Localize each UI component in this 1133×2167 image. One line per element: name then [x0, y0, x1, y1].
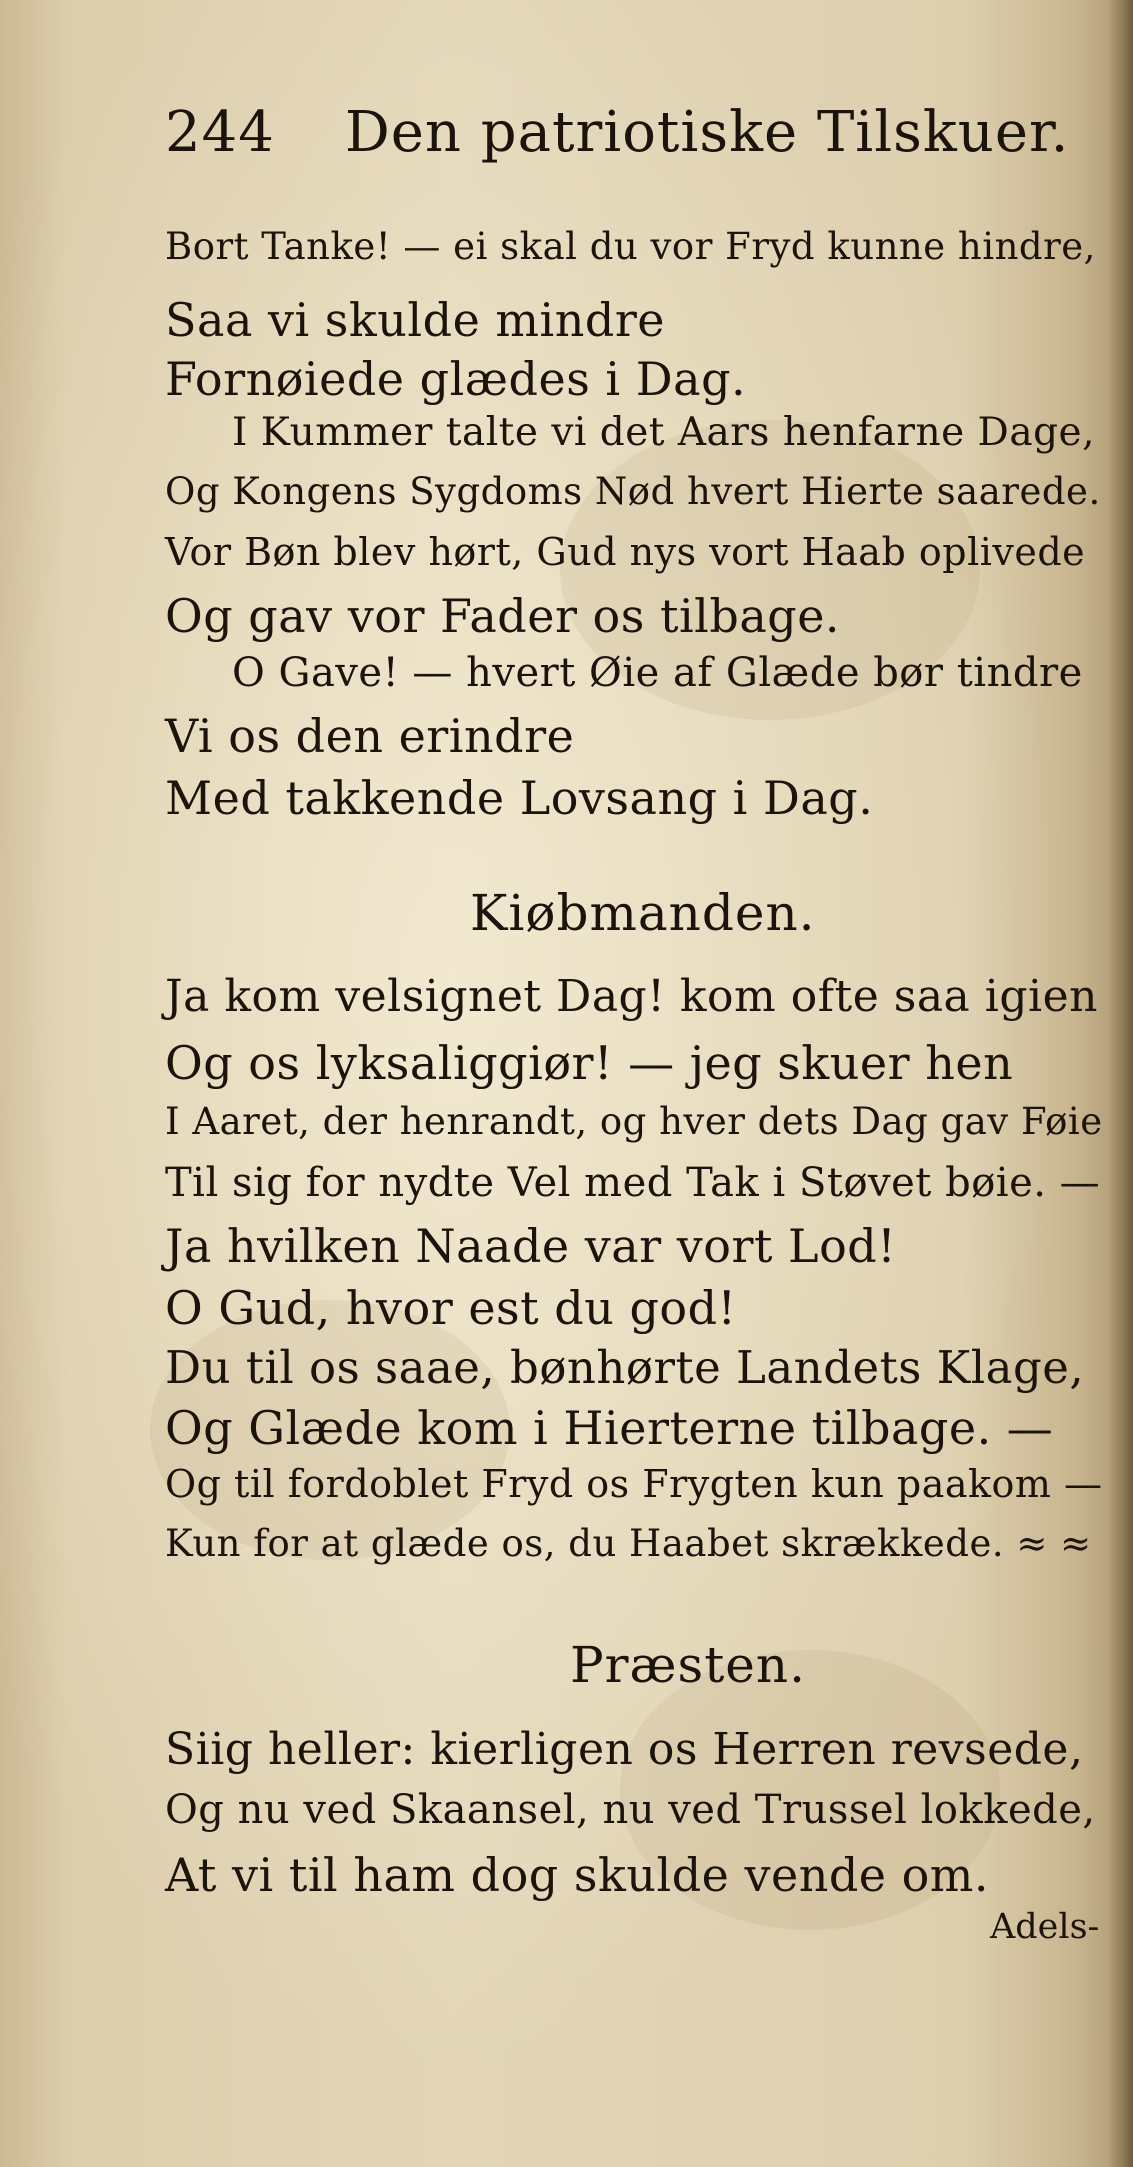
- running-title: Den patriotiske Tilskuer.: [344, 100, 1070, 165]
- verse-line: Og Glæde kom i Hierterne tilbage. —: [165, 1401, 1054, 1455]
- page-gutter-shadow: [1107, 0, 1133, 2167]
- catchword: Adels-: [990, 1907, 1100, 1947]
- verse-line: O Gave! — hvert Øie af Glæde bør tindre: [232, 650, 1083, 696]
- verse-line: Siig heller: kierligen os Herren revsede,: [165, 1724, 1084, 1775]
- verse-line: Med takkende Lovsang i Dag.: [165, 771, 874, 825]
- verse-line: Og nu ved Skaansel, nu ved Trussel lokkede,: [165, 1787, 1096, 1833]
- speaker-heading: Præsten.: [570, 1636, 806, 1694]
- verse-line: Vor Bøn blev hørt, Gud nys vort Haab oplivede: [165, 530, 1086, 574]
- verse-line: Og os lyksaliggiør! — jeg skuer hen: [165, 1036, 1014, 1090]
- verse-line: I Kummer talte vi det Aars henfarne Dage,: [232, 410, 1096, 455]
- verse-line: Og gav vor Fader os tilbage.: [165, 589, 841, 643]
- speaker-heading: Kiøbmanden.: [470, 884, 816, 942]
- verse-line: Ja kom velsignet Dag! kom ofte saa igien: [165, 971, 1098, 1022]
- verse-line: Kun for at glæde os, du Haabet skrækkede. ≈ ≈: [165, 1522, 1092, 1565]
- verse-line: Bort Tanke! — ei skal du vor Fryd kunne hindre,: [165, 225, 1096, 268]
- verse-line: Fornøiede glædes i Dag.: [165, 352, 747, 406]
- verse-line: At vi til ham dog skulde vende om.: [165, 1848, 990, 1902]
- running-header: [165, 100, 1069, 165]
- verse-line: I Aaret, der henrandt, og hver dets Dag gav Føie: [165, 1100, 1103, 1143]
- verse-line: Til sig for nydte Vel med Tak i Støvet bøie. —: [165, 1160, 1101, 1206]
- verse-line: Saa vi skulde mindre: [165, 293, 666, 347]
- verse-line: Du til os saae, bønhørte Landets Klage,: [165, 1341, 1085, 1394]
- verse-line: Ja hvilken Naade var vort Lod!: [165, 1219, 897, 1273]
- page-number: 244: [165, 100, 275, 165]
- verse-line: Og Kongens Sygdoms Nød hvert Hierte saarede.: [165, 470, 1101, 513]
- verse-line: Og til fordoblet Fryd os Frygten kun paakom —: [165, 1462, 1103, 1506]
- verse-line: O Gud, hvor est du god!: [165, 1281, 737, 1335]
- verse-line: Vi os den erindre: [165, 709, 575, 763]
